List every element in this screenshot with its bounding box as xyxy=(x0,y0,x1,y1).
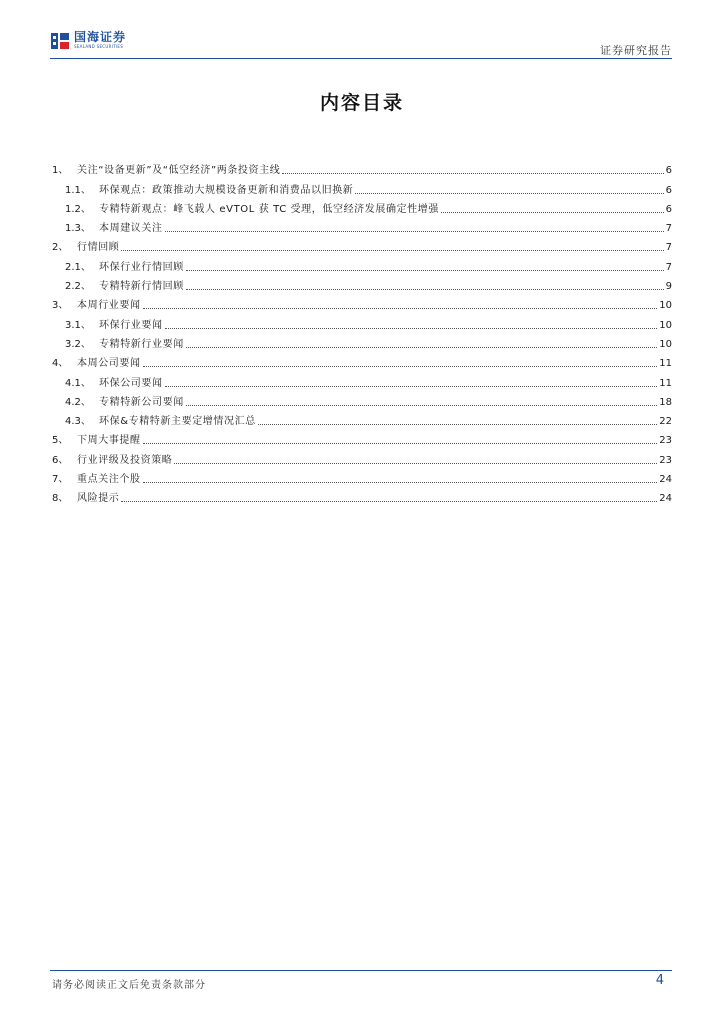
page-number: 4 xyxy=(655,973,664,988)
report-type-label: 证券研究报告 xyxy=(600,44,672,57)
toc-entry-number: 7、 xyxy=(52,474,69,486)
toc-entry-number: 8、 xyxy=(52,493,69,505)
toc-entry-number: 4.2、 xyxy=(65,396,91,408)
toc-dot-leader xyxy=(174,463,657,464)
toc-entry[interactable] xyxy=(52,312,672,331)
toc-entry-page: 9 xyxy=(665,281,672,293)
page-header xyxy=(50,30,672,60)
toc-dot-leader xyxy=(121,250,663,251)
toc-dot-leader xyxy=(165,386,658,387)
company-logo xyxy=(50,30,126,51)
toc-entry-page: 7 xyxy=(665,242,672,254)
toc-dot-leader xyxy=(143,482,658,483)
toc-entry-number: 3.2、 xyxy=(65,338,91,350)
toc-entry-title: 专精特新观点：峰飞载人 eVTOL 获 TC 受理，低空经济发展确定性增强 xyxy=(99,203,439,215)
toc-entry-page: 7 xyxy=(665,261,672,273)
toc-entry-page: 11 xyxy=(659,358,672,370)
toc-entry-page: 24 xyxy=(659,474,672,486)
toc-dot-leader xyxy=(143,366,658,367)
toc-entry-title: 环保公司要闻 xyxy=(99,377,163,389)
toc-entry-title: 行情回顾 xyxy=(77,242,120,254)
toc-dot-leader xyxy=(143,443,658,444)
toc-entry[interactable] xyxy=(52,158,672,177)
toc-entry[interactable] xyxy=(52,293,672,312)
toc-entry-title: 本周公司要闻 xyxy=(77,358,141,370)
toc-entry[interactable] xyxy=(52,177,672,196)
toc-entry-title: 环保观点：政策推动大规模设备更新和消费品以旧换新 xyxy=(99,184,354,196)
toc-entry-title: 环保行业要闻 xyxy=(99,319,163,331)
toc-entry[interactable] xyxy=(52,274,672,293)
toc-entry-page: 6 xyxy=(665,165,672,177)
header-divider xyxy=(50,58,672,59)
toc-dot-leader xyxy=(258,424,657,425)
toc-entry[interactable] xyxy=(52,467,672,486)
toc-entry-title: 重点关注个股 xyxy=(77,474,141,486)
toc-entry-number: 4、 xyxy=(52,358,69,370)
logo-chinese-name: 国海证券 xyxy=(74,30,127,44)
toc-entry-number: 1、 xyxy=(52,165,69,177)
toc-entry-page: 11 xyxy=(659,377,672,389)
toc-entry[interactable] xyxy=(52,351,672,370)
toc-entry-page: 22 xyxy=(659,416,672,428)
toc-entry-number: 1.3、 xyxy=(65,223,91,235)
toc-dot-leader xyxy=(186,289,664,290)
toc-entry-number: 5、 xyxy=(52,435,69,447)
toc-entry[interactable] xyxy=(52,370,672,389)
logo-english-name: SEALAND SECURITIES xyxy=(74,44,124,49)
toc-entry[interactable] xyxy=(52,486,672,505)
footer-divider xyxy=(50,970,672,971)
toc-entry-title: 行业评级及投资策略 xyxy=(77,454,173,466)
toc-entry-title: 本周建议关注 xyxy=(99,223,163,235)
toc-entry-page: 6 xyxy=(665,203,672,215)
toc-entry-title: 关注“设备更新”及“低空经济”两条投资主线 xyxy=(77,165,281,177)
toc-dot-leader xyxy=(165,231,664,232)
toc-entry[interactable] xyxy=(52,390,672,409)
toc-entry-title: 环保行业行情回顾 xyxy=(99,261,184,273)
toc-entry-page: 23 xyxy=(659,435,672,447)
toc-dot-leader xyxy=(355,193,663,194)
toc-entry-page: 23 xyxy=(659,454,672,466)
sealand-logo-icon xyxy=(50,31,70,51)
toc-entry-number: 3、 xyxy=(52,300,69,312)
toc-entry-number: 3.1、 xyxy=(65,319,91,331)
toc-entry-number: 2.1、 xyxy=(65,261,91,273)
toc-entry-number: 4.1、 xyxy=(65,377,91,389)
toc-entry-page: 10 xyxy=(659,338,672,350)
toc-entry-page: 7 xyxy=(665,223,672,235)
toc-entry-page: 10 xyxy=(659,319,672,331)
footer-disclaimer: 请务必阅读正文后免责条款部分 xyxy=(52,980,206,991)
toc-entry-title: 下周大事提醒 xyxy=(77,435,141,447)
toc-entry-page: 24 xyxy=(659,493,672,505)
toc-entry-title: 本周行业要闻 xyxy=(77,300,141,312)
toc-entry[interactable] xyxy=(52,428,672,447)
toc-dot-leader xyxy=(143,308,658,309)
toc-entry-number: 4.3、 xyxy=(65,416,91,428)
toc-entry[interactable] xyxy=(52,332,672,351)
toc-dot-leader xyxy=(121,501,657,502)
toc-entry-title: 专精特新行情回顾 xyxy=(99,281,184,293)
toc-dot-leader xyxy=(186,405,657,406)
toc-entry[interactable] xyxy=(52,197,672,216)
toc-entry-number: 6、 xyxy=(52,454,69,466)
toc-dot-leader xyxy=(186,347,657,348)
toc-entry-page: 10 xyxy=(659,300,672,312)
toc-entry-number: 2.2、 xyxy=(65,281,91,293)
toc-dot-leader xyxy=(441,212,664,213)
toc-entry[interactable] xyxy=(52,409,672,428)
toc-entry-page: 18 xyxy=(659,396,672,408)
toc-entry-number: 1.1、 xyxy=(65,184,91,196)
toc-entry-title: 环保&专精特新主要定增情况汇总 xyxy=(99,416,256,428)
toc-entry[interactable] xyxy=(52,447,672,466)
toc-entry-title: 专精特新公司要闻 xyxy=(99,396,184,408)
toc-dot-leader xyxy=(186,270,664,271)
toc-entry-number: 1.2、 xyxy=(65,203,91,215)
toc-entry[interactable] xyxy=(52,235,672,254)
toc-entry-number: 2、 xyxy=(52,242,69,254)
page-title: 内容目录 xyxy=(319,92,404,114)
toc-entry[interactable] xyxy=(52,216,672,235)
toc-entry-title: 风险提示 xyxy=(77,493,120,505)
toc-entry-title: 专精特新行业要闻 xyxy=(99,338,184,350)
toc-dot-leader xyxy=(165,328,658,329)
toc-entry[interactable] xyxy=(52,254,672,273)
toc-entry-page: 6 xyxy=(665,184,672,196)
table-of-contents xyxy=(52,158,672,505)
toc-dot-leader xyxy=(282,173,663,174)
